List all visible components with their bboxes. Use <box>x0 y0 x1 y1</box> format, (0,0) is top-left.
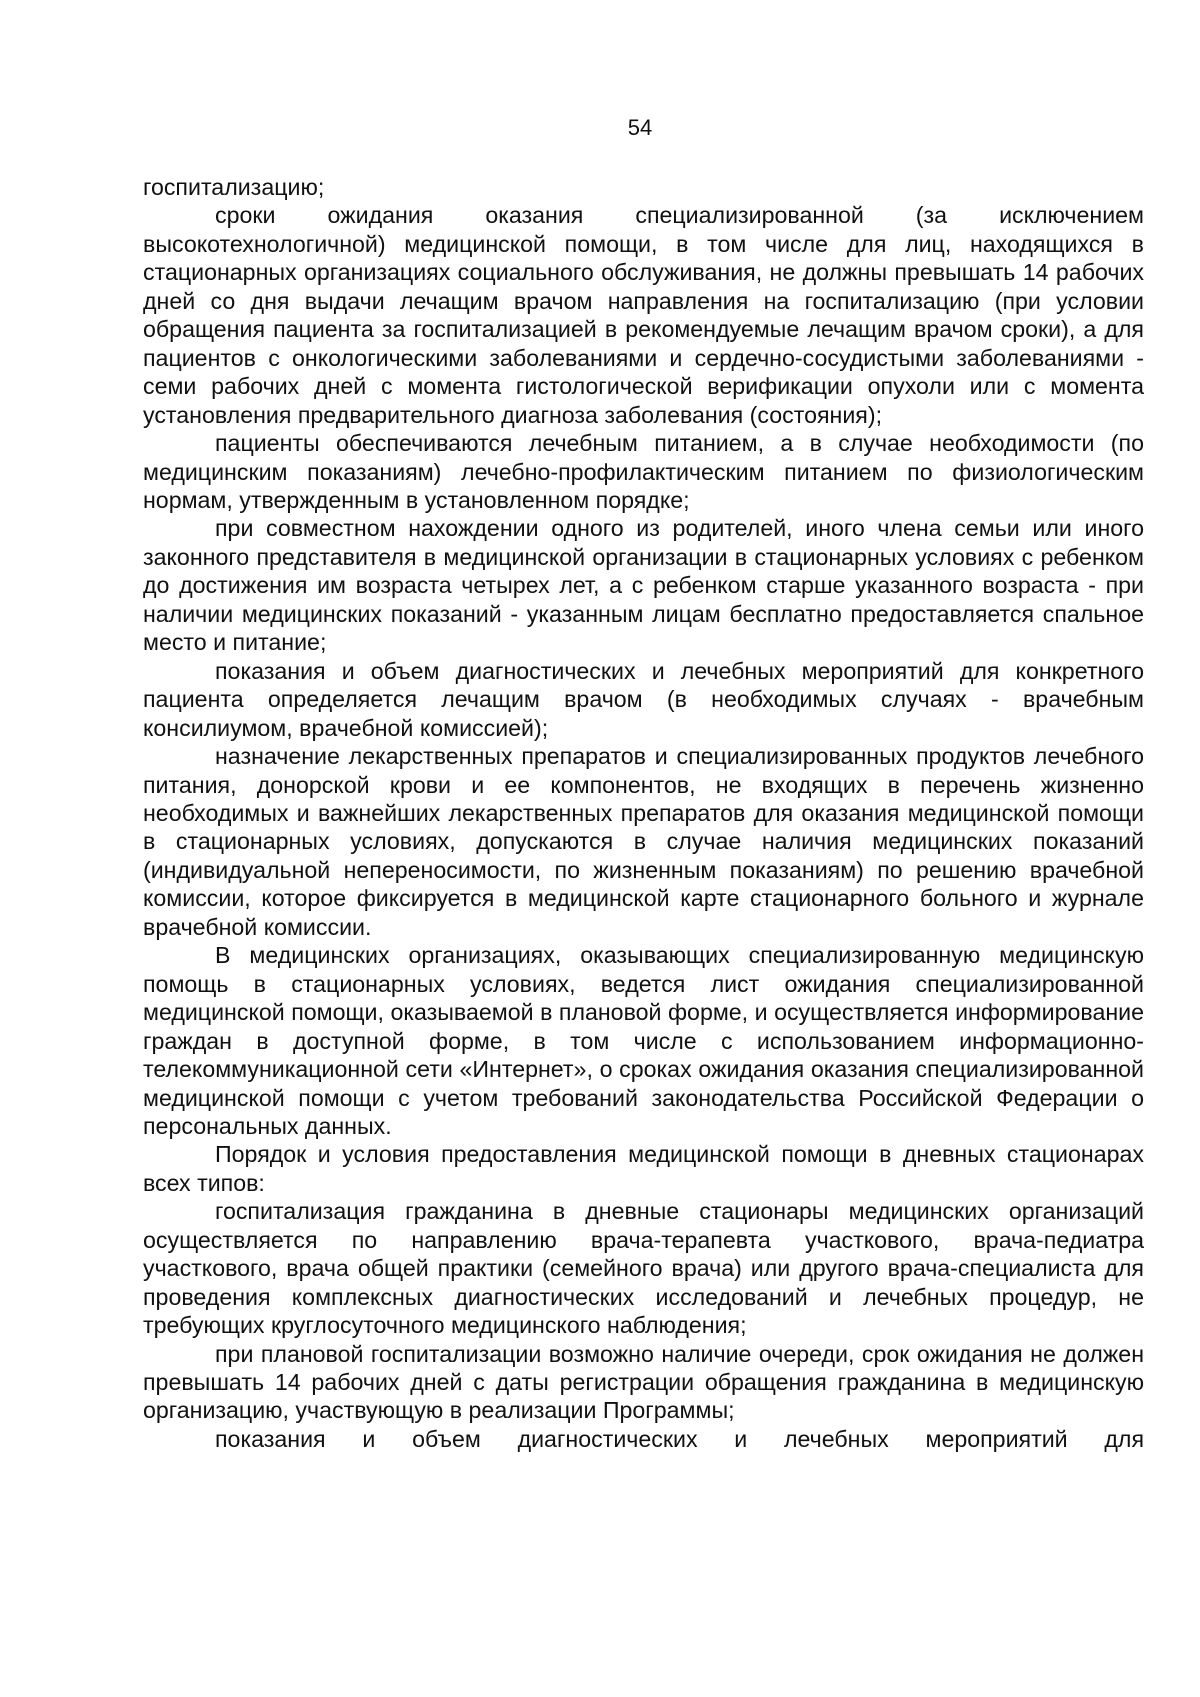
paragraph: показания и объем диагностических и лечебных мероприятий для <box>215 1425 1144 1452</box>
paragraph: при совместном нахождении одного из родителей, иного члена семьи или иного законного представителя в медицинской организации в стационарных условиях с ребенком до достижения им возраста четырех лет, а с ребенком старше указанного возраста - при наличии медицинских показаний - указанным лицам бесплатно предоставляется спальное место и питание; <box>143 515 1144 656</box>
paragraph: В медицинских организациях, оказывающих специализированную медицинскую помощь в стационарных условиях, ведется лист ожидания специализированной медицинской помощи, оказываемой в плановой форме, и осуществляется информирование граждан в доступной форме, в том числе с использованием информационно-телекоммуникационной сети «Интернет», о сроках ожидания оказания специализированной медицинской помощи с учетом требований законодательства Российской Федерации о персональных данных. <box>143 942 1144 1139</box>
paragraph: госпитализацию; <box>143 174 325 200</box>
paragraph: госпитализация гражданина в дневные стационары медицинских организаций осуществляется по направлению врача-терапевта участкового, врача-педиатра участкового, врача общей практики (семейного врача) или другого врача-специалиста для проведения комплексных диагностических исследований и лечебных процедур, не требующих круглосуточного медицинского наблюдения; <box>143 1198 1144 1339</box>
document-body <box>143 173 1144 1453</box>
paragraph: показания и объем диагностических и лечебных мероприятий для конкретного пациента определяется лечащим врачом (в необходимых случаях - врачебным консилиумом, врачебной комиссией); <box>143 657 1144 741</box>
paragraph: Порядок и условия предоставления медицинской помощи в дневных стационарах всех типов: <box>143 1141 1144 1196</box>
paragraph: сроки ожидания оказания специализированной (за исключением высокотехнологичной) медицинской помощи, в том числе для лиц, находящихся в стационарных организациях социального обслуживания, не должны превышать 14 рабочих дней со дня выдачи лечащим врачом направления на госпитализацию (при условии обращения пациента за госпитализацией в рекомендуемые лечащим врачом сроки), а для пациентов с онкологическими заболеваниями и сердечно-сосудистыми заболеваниями - семи рабочих дней с момента гистологической верификации опухоли или с момента установления предварительного диагноза заболевания (состояния); <box>143 202 1144 428</box>
paragraph: при плановой госпитализации возможно наличие очереди, срок ожидания не должен превышать 14 рабочих дней с даты регистрации обращения гражданина в медицинскую организацию, участвующую в реализации Программы; <box>143 1340 1144 1424</box>
page-number: 54 <box>627 115 653 140</box>
paragraph: назначение лекарственных препаратов и специализированных продуктов лечебного питания, донорской крови и ее компонентов, не входящих в перечень жизненно необходимых и важнейших лекарственных препаратов для оказания медицинской помощи в стационарных условиях, допускаются в случае наличия медицинских показаний (индивидуальной непереносимости, по жизненным показаниям) по решению врачебной комиссии, которое фиксируется в медицинской карте стационарного больного и журнале врачебной комиссии. <box>143 743 1144 940</box>
paragraph: пациенты обеспечиваются лечебным питанием, а в случае необходимости (по медицинским показаниям) лечебно-профилактическим питанием по физиологическим нормам, утвержденным в установленном порядке; <box>143 430 1144 513</box>
